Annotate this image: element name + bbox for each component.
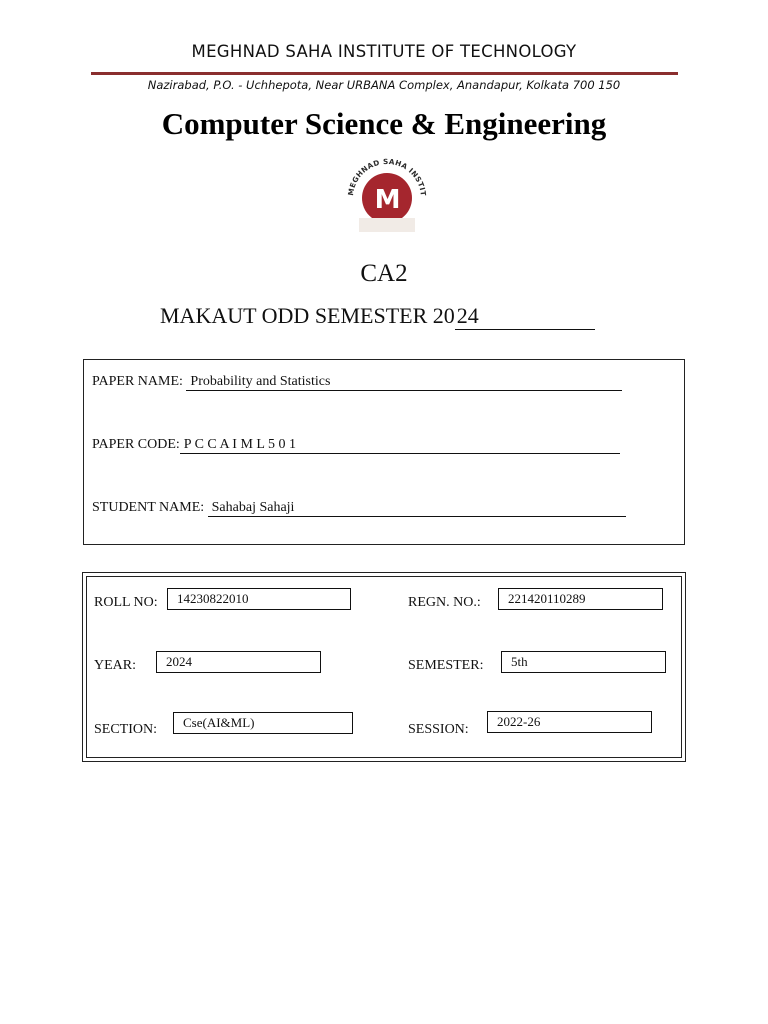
paper-info-box [83,359,685,545]
department-title: Computer Science & Engineering [161,106,607,141]
semester-prefix: MAKAUT ODD SEMESTER 20 [160,303,455,328]
section-field[interactable]: Cse(AI&ML) [173,712,353,734]
session-label: SESSION: [408,722,469,737]
semester-label: SEMESTER: [408,658,484,673]
paper-code-label: PAPER CODE: [92,437,180,452]
year-label: YEAR: [94,658,136,673]
exam-title: CA2 [360,260,408,287]
student-name-row [92,500,626,517]
paper-name-field[interactable]: Probability and Statistics [186,374,622,391]
institute-name: MEGHNAD SAHA INSTITUTE OF TECHNOLOGY [191,42,577,61]
student-name-field[interactable]: Sahabaj Sahaji [208,500,626,517]
session-field[interactable]: 2022-26 [487,711,652,733]
institute-address: Nazirabad, P.O. - Uchhepota, Near URBANA Complex, Anandapur, Kolkata 700 150 [147,78,621,92]
paper-code-row [92,437,620,454]
regn-label: REGN. NO.: [408,595,481,610]
header-rule [91,72,678,75]
student-details-box [82,572,686,762]
roll-label: ROLL NO: [94,595,158,610]
year-field[interactable]: 2024 [156,651,321,673]
semester-field[interactable]: 5th [501,651,666,673]
regn-field[interactable]: 221420110289 [498,588,663,610]
semester-year[interactable]: 24 [455,303,595,330]
institute-logo [339,152,435,234]
roll-field[interactable]: 14230822010 [167,588,351,610]
student-name-label: STUDENT NAME: [92,500,205,515]
semester-line [160,303,595,330]
paper-name-label: PAPER NAME: [92,374,183,389]
svg-text:M: M [374,185,400,215]
section-label: SECTION: [94,722,157,737]
student-details-inner [86,576,682,758]
svg-text:MEGHNAD SAHA INSTITUTE OF TECH: MEGHNAD SAHA INSTIT [345,156,429,197]
paper-code-field[interactable]: P C C A I M L 5 0 1 [180,437,620,454]
paper-name-row [92,374,622,391]
